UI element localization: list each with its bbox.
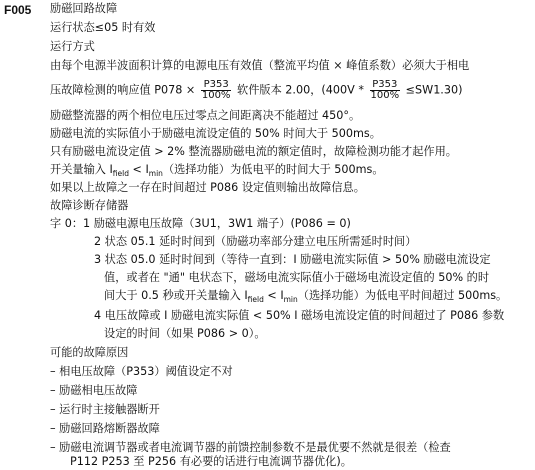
cause-item: – 励磁回路熔断器故障 bbox=[50, 422, 160, 435]
cause-last-line: P112 P253 至 P256 有必要的话进行电流调节器优化)。 bbox=[70, 455, 352, 468]
fraction-p353-b: $\frac{P353}{100\%}$ bbox=[370, 79, 400, 101]
active-condition: 运行状态≤05 时有效 bbox=[50, 21, 156, 34]
mode-heading: 运行方式 bbox=[50, 40, 95, 53]
cause-item: – 励磁电流调节器或者电流调节器的前馈控制参数不是最优要不然就是很差（检查 bbox=[50, 441, 451, 454]
item-4-line-1: 4 电压故障或 I 励磁电流实际值 < 50% I 磁场电流设定值的时间超过了 P086 参数 bbox=[94, 309, 505, 322]
desc-line-1: 由每个电源半波面积计算的电源电压有效值（整流平均值 × 峰值系数）必须大于相电 bbox=[50, 59, 470, 72]
desc-line-4: 励磁电流的实际值小于励磁电流设定值的 50% 时间大于 500ms。 bbox=[50, 127, 381, 140]
item-3-line-2: 值，或者在 "通" 电状态下，磁场电流实际值小于磁场电流设定值的 50% 的时 bbox=[104, 271, 490, 284]
diag-heading: 故障诊断存储器 bbox=[50, 199, 129, 212]
desc-line-7: 如果以上故障之一存在时间超过 P086 设定值则输出故障信息。 bbox=[50, 181, 365, 194]
cause-item: – 相电压故障（P353）阈值设定不对 bbox=[50, 365, 233, 378]
causes-heading: 可能的故障原因 bbox=[50, 346, 129, 359]
desc-line-3: 励磁整流器的两个相位电压过零点之间距离决不能超过 450°。 bbox=[50, 109, 361, 122]
item-3-line-3: 间大于 0.5 秒或开关量输入 $I_{field} < I_{min}$（选择功能）为低电平时间超过 500ms。 bbox=[104, 289, 508, 304]
item-3-line-1: 3 状态 05.0 延时时间到（等待一直到：I 励磁电流实际值 > 50% 励磁电流设定 bbox=[94, 253, 491, 266]
cause-item: – 励磁相电压故障 bbox=[50, 384, 138, 397]
fraction-p353: $\frac{P353}{100\%}$ bbox=[201, 79, 231, 101]
cause-item: – 运行时主接触器断开 bbox=[50, 403, 160, 416]
item-2: 2 状态 05.1 延时时间到（励磁功率部分建立电压所需延时时间） bbox=[94, 235, 417, 248]
fault-code: F005 bbox=[4, 3, 32, 17]
item-4-line-2: 设定的时间（如果 P086 > 0）。 bbox=[104, 327, 266, 340]
word0-line: 字 0：1 励磁电源电压故障（3U1，3W1 端子）(P086 = 0) bbox=[50, 217, 351, 230]
fault-title: 励磁回路故障 bbox=[50, 2, 118, 15]
desc-line-2: 压故障检测的响应值 P078 × $\frac{P353}{100\%}$ 软件版本 2.00，(400V * $\frac{P353}{100\%}$ ≤SW1.30) bbox=[50, 79, 463, 101]
desc-line-5: 只有励磁电流设定值 > 2% 整流器励磁电流的额定值时，故障检测功能才起作用。 bbox=[50, 145, 457, 158]
desc-line-6: 开关量输入 $I_{field} < I_{min}$（选择功能）为低电平的时间大于 500ms。 bbox=[50, 163, 384, 178]
